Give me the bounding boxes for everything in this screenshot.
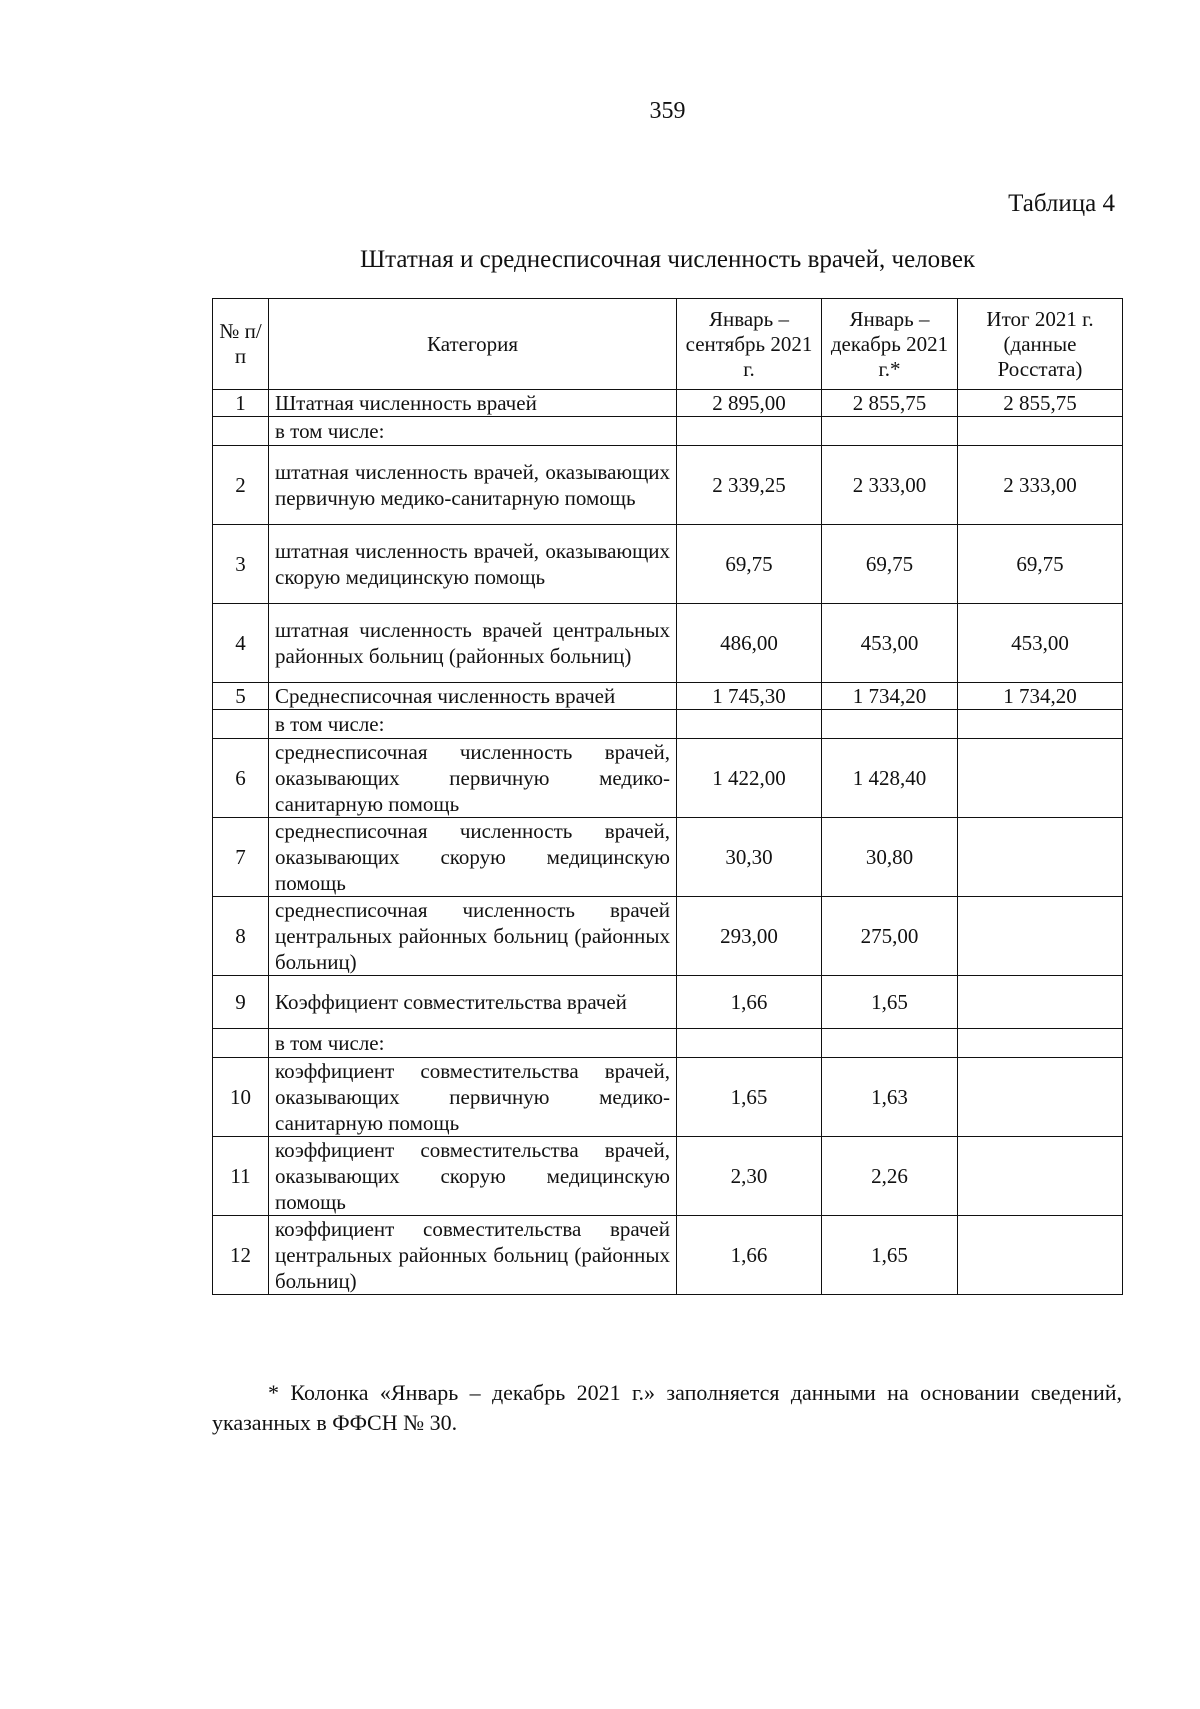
row-num: 9 bbox=[213, 976, 269, 1029]
row-num: 6 bbox=[213, 739, 269, 818]
row-category: среднесписочная численность врачей, оказывающих скорую медицинскую помощь bbox=[269, 818, 677, 897]
row-value-rosstat bbox=[958, 739, 1123, 818]
row-category: штатная численность врачей, оказывающих скорую медицинскую помощь bbox=[269, 525, 677, 604]
row-value-rosstat: 2 855,75 bbox=[958, 390, 1123, 417]
footnote: * Колонка «Январь – декабрь 2021 г.» заполняется данными на основании сведений, указанных в ФФСН № 30. bbox=[212, 1380, 1122, 1435]
row-value-jan-sep: 1,66 bbox=[677, 976, 822, 1029]
table-row bbox=[213, 446, 1123, 525]
row-value-rosstat: 2 333,00 bbox=[958, 446, 1123, 525]
row-category: среднесписочная численность врачей центральных районных больниц (районных больниц) bbox=[269, 897, 677, 976]
row-value-jan-sep: 30,30 bbox=[677, 818, 822, 897]
row-value-rosstat: 69,75 bbox=[958, 525, 1123, 604]
page-number: 359 bbox=[649, 98, 686, 124]
row-value-rosstat bbox=[958, 976, 1123, 1029]
row-value-rosstat bbox=[958, 1058, 1123, 1137]
table-row bbox=[213, 897, 1123, 976]
row-category: Штатная численность врачей bbox=[269, 390, 677, 417]
row-value-jan-dec: 275,00 bbox=[822, 897, 958, 976]
table-header-row bbox=[213, 299, 1123, 390]
row-num bbox=[213, 417, 269, 446]
table-row bbox=[213, 604, 1123, 683]
row-value-jan-dec: 2,26 bbox=[822, 1137, 958, 1216]
row-value-jan-sep bbox=[677, 710, 822, 739]
header-num: № п/п bbox=[213, 299, 269, 390]
row-category: в том числе: bbox=[269, 710, 677, 739]
row-value-jan-sep: 1,65 bbox=[677, 1058, 822, 1137]
row-num: 8 bbox=[213, 897, 269, 976]
row-value-jan-dec: 2 333,00 bbox=[822, 446, 958, 525]
table-row bbox=[213, 683, 1123, 710]
row-num bbox=[213, 1029, 269, 1058]
row-value-jan-dec: 2 855,75 bbox=[822, 390, 958, 417]
row-category: Коэффициент совместительства врачей bbox=[269, 976, 677, 1029]
staffing-table bbox=[212, 298, 1123, 1295]
table-row bbox=[213, 710, 1123, 739]
header-category: Категория bbox=[269, 299, 677, 390]
row-value-jan-dec bbox=[822, 710, 958, 739]
header-jan-sep: Январь – сентябрь 2021 г. bbox=[677, 299, 822, 390]
row-category: коэффициент совместительства врачей центральных районных больниц (районных больниц) bbox=[269, 1216, 677, 1295]
row-value-jan-dec: 1 428,40 bbox=[822, 739, 958, 818]
row-value-jan-dec: 30,80 bbox=[822, 818, 958, 897]
row-category: штатная численность врачей, оказывающих первичную медико-санитарную помощь bbox=[269, 446, 677, 525]
table-row bbox=[213, 1137, 1123, 1216]
row-value-jan-dec: 1,65 bbox=[822, 976, 958, 1029]
row-num: 4 bbox=[213, 604, 269, 683]
row-value-rosstat: 1 734,20 bbox=[958, 683, 1123, 710]
row-value-jan-dec: 69,75 bbox=[822, 525, 958, 604]
row-num: 11 bbox=[213, 1137, 269, 1216]
header-jan-dec: Январь – декабрь 2021 г.* bbox=[822, 299, 958, 390]
row-value-jan-sep: 293,00 bbox=[677, 897, 822, 976]
table-row bbox=[213, 1058, 1123, 1137]
row-value-jan-dec bbox=[822, 417, 958, 446]
row-num: 5 bbox=[213, 683, 269, 710]
row-category: в том числе: bbox=[269, 1029, 677, 1058]
row-category: среднесписочная численность врачей, оказывающих первичную медико-санитарную помощь bbox=[269, 739, 677, 818]
row-category: коэффициент совместительства врачей, оказывающих первичную медико-санитарную помощь bbox=[269, 1058, 677, 1137]
row-value-rosstat bbox=[958, 897, 1123, 976]
row-value-jan-sep: 69,75 bbox=[677, 525, 822, 604]
table-row bbox=[213, 976, 1123, 1029]
header-rosstat: Итог 2021 г. (данные Росстата) bbox=[958, 299, 1123, 390]
row-value-jan-sep bbox=[677, 417, 822, 446]
row-num: 10 bbox=[213, 1058, 269, 1137]
row-value-rosstat bbox=[958, 417, 1123, 446]
row-value-jan-sep bbox=[677, 1029, 822, 1058]
table-row bbox=[213, 525, 1123, 604]
row-value-jan-dec bbox=[822, 1029, 958, 1058]
row-num: 12 bbox=[213, 1216, 269, 1295]
row-value-jan-dec: 1,63 bbox=[822, 1058, 958, 1137]
row-value-rosstat bbox=[958, 1216, 1123, 1295]
table-row bbox=[213, 739, 1123, 818]
row-value-jan-sep: 2 895,00 bbox=[677, 390, 822, 417]
table-row bbox=[213, 818, 1123, 897]
row-value-jan-dec: 453,00 bbox=[822, 604, 958, 683]
row-value-jan-sep: 1,66 bbox=[677, 1216, 822, 1295]
table-row bbox=[213, 1216, 1123, 1295]
row-category: коэффициент совместительства врачей, оказывающих скорую медицинскую помощь bbox=[269, 1137, 677, 1216]
row-value-rosstat bbox=[958, 1137, 1123, 1216]
row-num bbox=[213, 710, 269, 739]
table-title: Штатная и среднесписочная численность врачей, человек bbox=[359, 246, 976, 273]
row-value-rosstat: 453,00 bbox=[958, 604, 1123, 683]
row-value-jan-sep: 486,00 bbox=[677, 604, 822, 683]
table-label: Таблица 4 bbox=[1008, 190, 1115, 217]
row-value-jan-sep: 2 339,25 bbox=[677, 446, 822, 525]
row-value-rosstat bbox=[958, 818, 1123, 897]
row-category: в том числе: bbox=[269, 417, 677, 446]
row-value-jan-sep: 2,30 bbox=[677, 1137, 822, 1216]
row-num: 2 bbox=[213, 446, 269, 525]
row-num: 3 bbox=[213, 525, 269, 604]
table-row bbox=[213, 417, 1123, 446]
row-value-jan-sep: 1 745,30 bbox=[677, 683, 822, 710]
row-value-rosstat bbox=[958, 710, 1123, 739]
row-value-rosstat bbox=[958, 1029, 1123, 1058]
row-category: Среднесписочная численность врачей bbox=[269, 683, 677, 710]
table-row bbox=[213, 390, 1123, 417]
table-row bbox=[213, 1029, 1123, 1058]
row-num: 1 bbox=[213, 390, 269, 417]
row-value-jan-dec: 1 734,20 bbox=[822, 683, 958, 710]
row-value-jan-sep: 1 422,00 bbox=[677, 739, 822, 818]
row-category: штатная численность врачей центральных районных больниц (районных больниц) bbox=[269, 604, 677, 683]
row-num: 7 bbox=[213, 818, 269, 897]
row-value-jan-dec: 1,65 bbox=[822, 1216, 958, 1295]
